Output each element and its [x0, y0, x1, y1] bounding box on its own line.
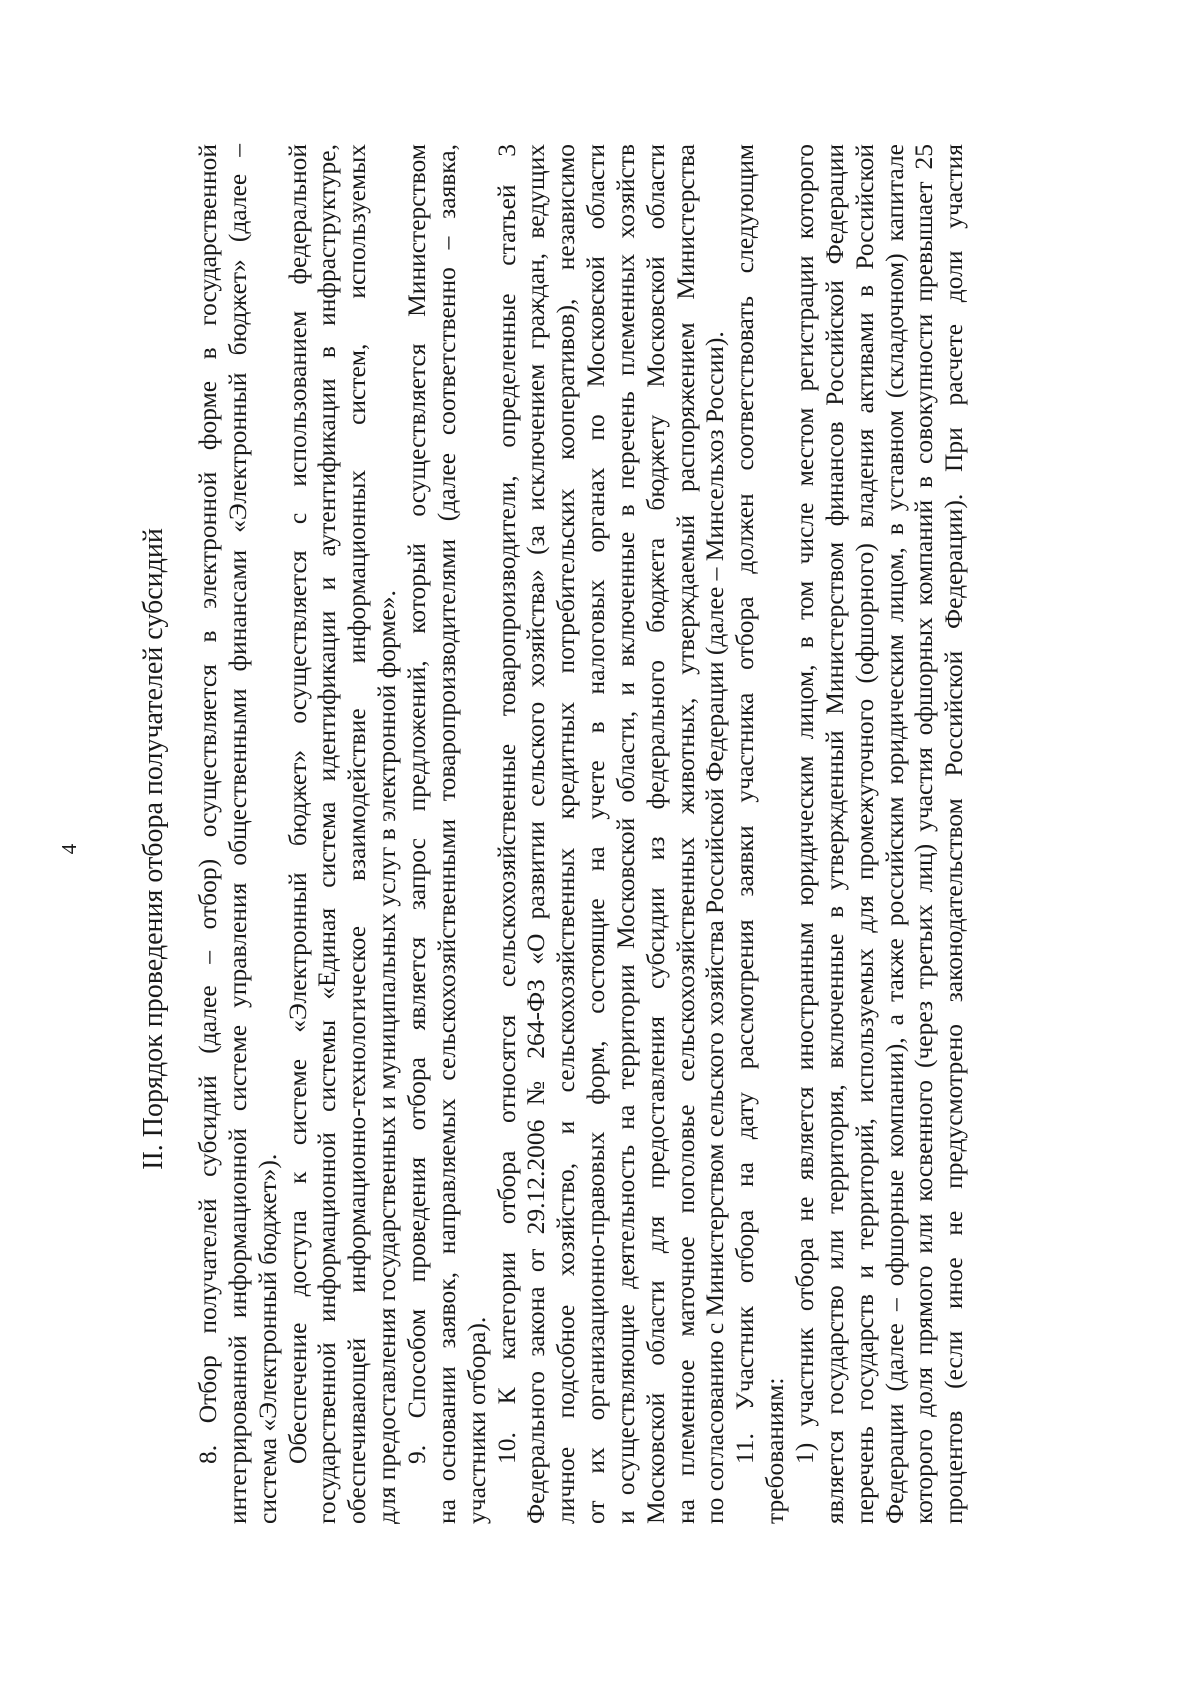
- text-line: система «Электронный бюджет»).: [252, 1153, 282, 1524]
- text-line: процентов (если иное не предусмотрено законодательством Российской Федерации). При расчете доли участия: [939, 143, 969, 1524]
- text-line: обеспечивающей информационно-технологическое взаимодействие информационных систем, используемых: [342, 143, 372, 1524]
- text-line: Обеспечение доступа к системе «Электронный бюджет» осуществляется с использованием федеральной: [282, 143, 312, 1464]
- text-line: и осуществляющие деятельность на территории Московской области, и включенные в перечень племенных хозяйств: [610, 143, 640, 1524]
- text-line: личное подсобное хозяйство, и сельскохозяйственных кредитных потребительских кооперативов), независимо: [551, 143, 581, 1524]
- text-line: 10. К категории отбора относятся сельскохозяйственные товаропроизводители, определенные статьей 3: [491, 143, 521, 1464]
- section-heading: II. Порядок проведения отбора получателей субсидий: [138, 527, 169, 1170]
- text-line: на основании заявок, направляемых сельскохозяйственными товаропроизводителями (далее соответственно – заявка,: [431, 143, 461, 1524]
- text-line: по согласованию с Министерством сельского хозяйства Российской Федерации (далее – Минсельхоз России).: [700, 330, 730, 1524]
- text-line: 9. Способом проведения отбора является запрос предложений, который осуществляется Министерством: [401, 143, 431, 1464]
- text-line: интегрированной информационной системе управления общественными финансами «Электронный бюджет» (далее –: [222, 143, 252, 1524]
- text-line: Московской области для предоставления субсидии из федерального бюджета бюджету Московской области: [640, 143, 670, 1524]
- text-line: 11. Участник отбора на дату рассмотрения заявки участника отбора должен соответствовать следующим: [730, 143, 760, 1464]
- page-number: 4: [57, 843, 81, 854]
- text-line: требованиям:: [760, 1376, 790, 1524]
- text-line: 8. Отбор получателей субсидий (далее – отбор) осуществляется в электронной форме в государственной: [193, 143, 222, 1464]
- text-line: на племенное маточное поголовье сельскохозяйственных животных, утверждаемый распоряжением Министерства: [670, 143, 700, 1524]
- text-line: участники отбора).: [461, 1316, 491, 1524]
- text-line: для предоставления государственных и муниципальных услуг в электронной форме».: [372, 589, 402, 1524]
- text-line: является государство или территория, включенные в утвержденный Министерством финансов Российской Федерации: [819, 143, 849, 1524]
- text-line: от их организационно-правовых форм, состоящие на учете в налоговых органах по Московской области: [581, 143, 611, 1524]
- text-line: перечень государств и территорий, используемых для промежуточного (офшорного) владения активами в Российской: [849, 143, 879, 1524]
- text-line: Федерации (далее – офшорные компании), а также российским юридическим лицом, в уставном (складочном) капитале: [879, 143, 909, 1524]
- text-line: которого доля прямого или косвенного (через третьих лиц) участия офшорных компаний в совокупности превышает 25: [909, 143, 939, 1524]
- text-line: Федерального закона от 29.12.2006 № 264-ФЗ «О развитии сельского хозяйства» (за исключением граждан, ведущих: [521, 143, 551, 1524]
- text-line: государственной информационной системы «Единая система идентификации и аутентификации в инфраструктуре,: [312, 143, 342, 1524]
- text-line: 1) участник отбора не является иностранным юридическим лицом, в том числе местом регистрации которого: [790, 143, 819, 1464]
- document-body: [10, 19, 1190, 1679]
- document-page: [10, 19, 1190, 1679]
